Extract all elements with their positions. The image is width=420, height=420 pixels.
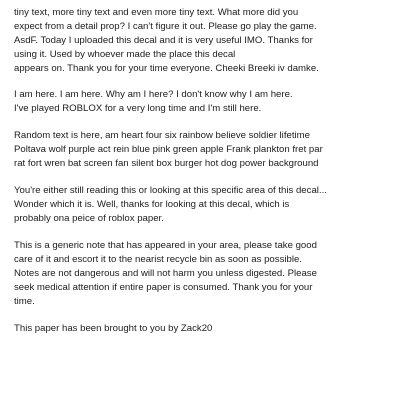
text-line: This paper has been brought to you by Zack20 (14, 323, 213, 334)
paragraph-credit (14, 322, 414, 336)
text-line: using it. Used by whoever made the place this decal (14, 49, 236, 60)
text-line: Random text is here, am heart four six rainbow believe soldier lifetime (14, 130, 310, 141)
text-line: Poltava wolf purple act rein blue pink green apple Frank plankton fret par (14, 144, 323, 155)
text-line: This is a generic note that has appeared in your area, please take good (14, 240, 317, 251)
text-line: Wonder which it is. Well, thanks for looking at this decal, which is (14, 199, 290, 210)
paragraph-random-text (14, 129, 414, 171)
text-line: tiny text, more tiny text and even more tiny text. What more did you (14, 7, 299, 18)
paragraph-still-reading (14, 184, 414, 226)
text-line: You're either still reading this or looking at this specific area of this decal... (14, 185, 327, 196)
text-line: AsdF. Today I uploaded this decal and it is very useful IMO. Thanks for (14, 35, 313, 46)
paragraph-intro (14, 6, 414, 76)
text-line: seek medical attention if entire paper is consumed. Thank you for your (14, 282, 313, 293)
text-line: care of it and escort it to the nearist recycle bin as soon as possible. (14, 254, 302, 265)
text-line: I am here. I am here. Why am I here? I don't know why I am here. (14, 89, 293, 100)
text-line: appears on. Thank you for your time everyone. Cheeki Breeki iv damke. (14, 63, 319, 74)
text-line: I've played ROBLOX for a very long time and I'm still here. (14, 103, 262, 114)
text-line: time. (14, 296, 35, 307)
paragraph-i-am-here (14, 88, 414, 116)
text-line: rat fort wren bat screen fan silent box burger hot dog power background (14, 158, 319, 169)
text-line: probably ona peice of roblox paper. (14, 213, 164, 224)
text-line: Notes are not dangerous and will not harm you unless digested. Please (14, 268, 317, 279)
paragraph-generic-note (14, 239, 414, 309)
text-line: expect from a detail prop? I can't figure it out. Please go play the game. (14, 21, 317, 32)
